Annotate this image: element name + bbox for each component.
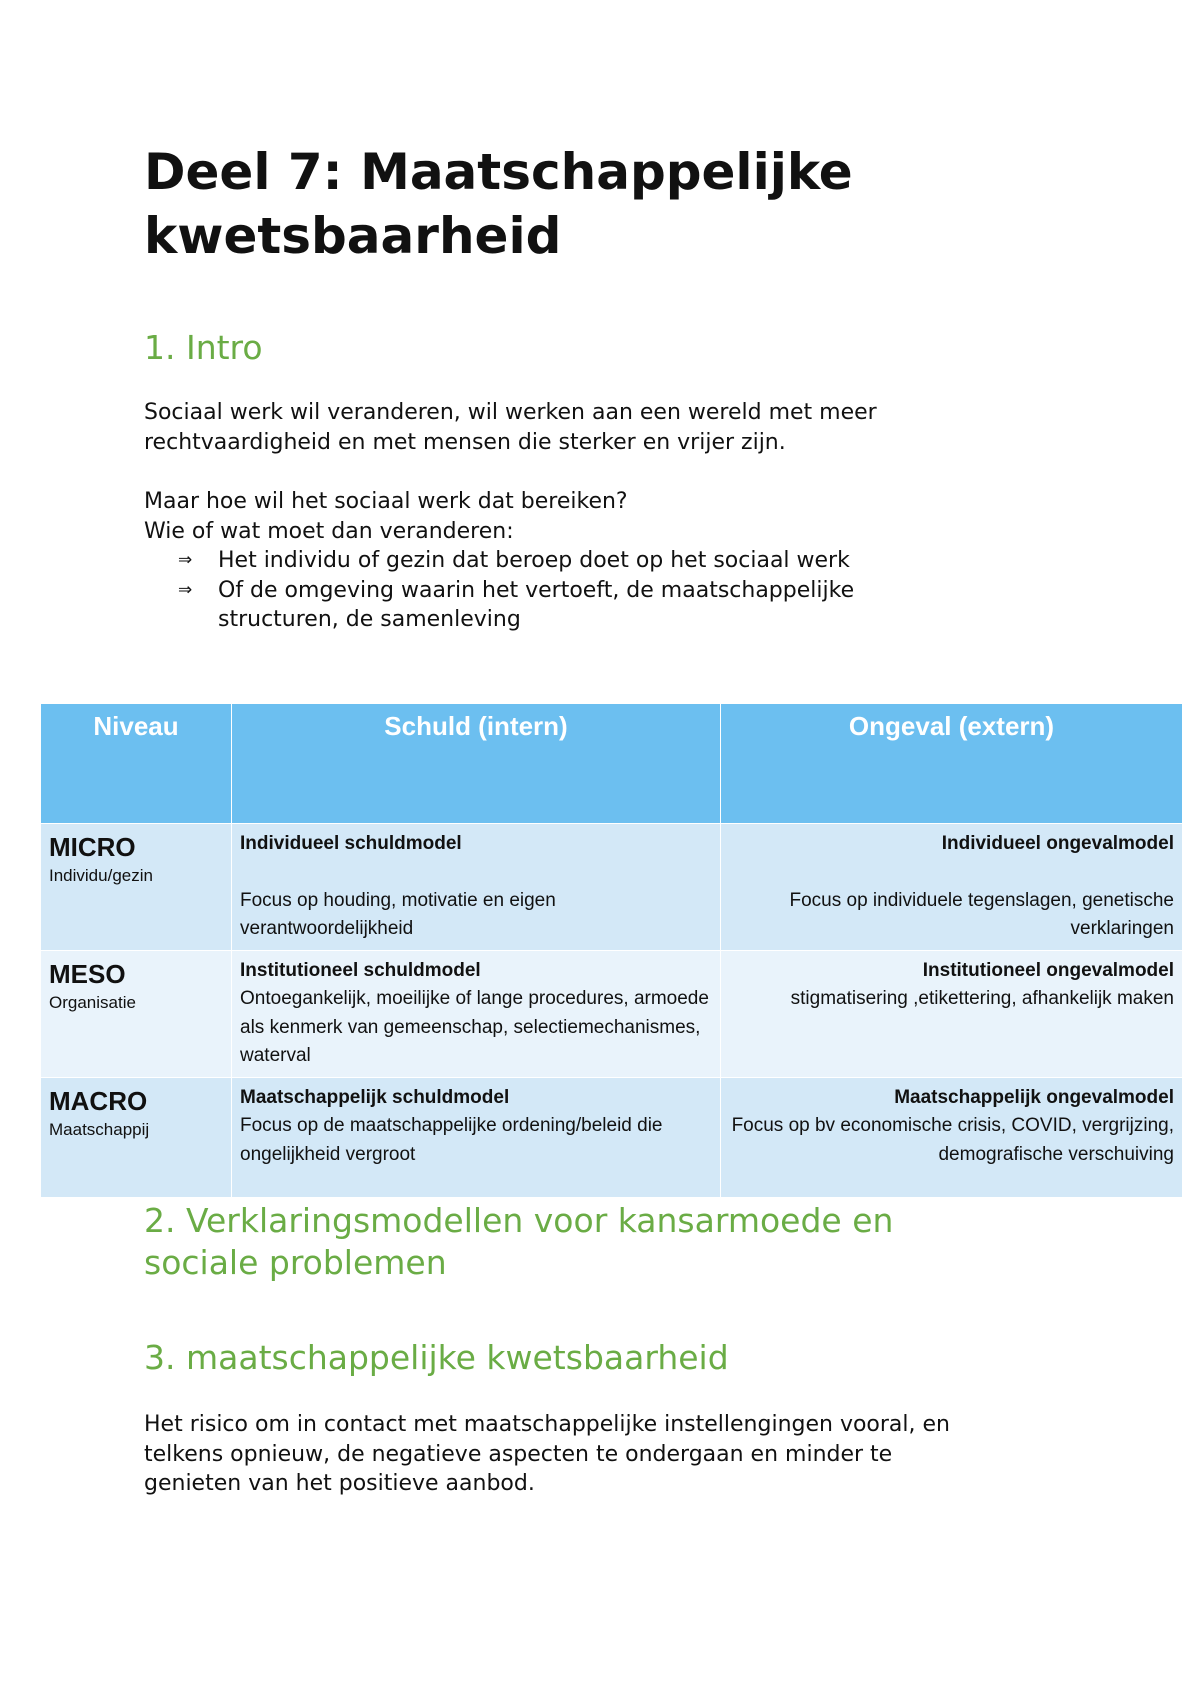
model-title: Institutioneel ongevalmodel bbox=[922, 959, 1174, 981]
level-subtitle: Individu/gezin bbox=[49, 866, 153, 885]
model-description: Focus op de maatschappelijke ordening/beleid die ongelijkheid vergroot bbox=[240, 1115, 663, 1165]
ongeval-cell bbox=[721, 950, 1183, 1077]
model-description: Focus op bv economische crisis, COVID, vergrijzing, demografische verschuiving bbox=[731, 1115, 1174, 1165]
column-header-schuld: Schuld (intern) bbox=[232, 704, 721, 824]
column-header-ongeval: Ongeval (extern) bbox=[721, 704, 1183, 824]
definition-line: telkens opnieuw, de negatieve aspecten te ondergaan en minder te bbox=[144, 1441, 893, 1467]
intro-question bbox=[144, 487, 854, 635]
table-header-row bbox=[41, 704, 1183, 824]
list-item-text: Of de omgeving waarin het vertoeft, de maatschappelijke bbox=[218, 577, 855, 603]
ongeval-cell bbox=[721, 1077, 1183, 1197]
section-heading-intro: 1. Intro bbox=[144, 328, 263, 367]
section-heading-kwetsbaarheid: 3. maatschappelijke kwetsbaarheid bbox=[144, 1338, 729, 1377]
level-cell bbox=[41, 1077, 232, 1197]
page-title: Deel 7: Maatschappelijke kwetsbaarheid bbox=[144, 143, 853, 265]
model-title: Individueel ongevalmodel bbox=[941, 833, 1174, 854]
intro-question-line: Wie of wat moet dan veranderen: bbox=[144, 518, 514, 544]
column-header-niveau: Niveau bbox=[41, 704, 232, 824]
schuld-cell bbox=[232, 950, 721, 1077]
intro-paragraph-line: Sociaal werk wil veranderen, wil werken aan een wereld met meer bbox=[144, 400, 877, 425]
model-description: Focus op individuele tegenslagen, genetische verklaringen bbox=[789, 889, 1174, 939]
model-title: Institutioneel schuldmodel bbox=[240, 959, 481, 981]
section-heading-verklaringsmodellen bbox=[144, 1200, 893, 1284]
double-arrow-right-icon: ⇒ bbox=[178, 579, 193, 600]
definition-line: Het risico om in contact met maatschappelijke instellengingen vooral, en bbox=[144, 1412, 950, 1437]
model-title: Maatschappelijk ongevalmodel bbox=[894, 1086, 1174, 1108]
double-arrow-right-icon: ⇒ bbox=[178, 550, 193, 570]
level-cell bbox=[41, 824, 232, 951]
model-title: Maatschappelijk schuldmodel bbox=[240, 1086, 510, 1108]
heading-line: 2. Verklaringsmodellen voor kansarmoede en bbox=[144, 1201, 894, 1240]
intro-paragraph-line: rechtvaardigheid en met mensen die sterker en vrijer zijn. bbox=[144, 429, 786, 455]
level-name: MESO bbox=[49, 958, 126, 989]
model-title: Individueel schuldmodel bbox=[240, 833, 462, 854]
intro-paragraph bbox=[144, 398, 877, 457]
model-description: stigmatisering ,etikettering, afhankelijk maken bbox=[790, 988, 1174, 1009]
table-row bbox=[41, 824, 1183, 951]
definition-paragraph bbox=[144, 1410, 950, 1499]
table-row bbox=[41, 1077, 1183, 1197]
intro-question-line: Maar hoe wil het sociaal werk dat bereiken? bbox=[144, 489, 628, 514]
models-table bbox=[40, 703, 1183, 1198]
list-item bbox=[144, 546, 854, 576]
change-options-list bbox=[144, 546, 854, 635]
model-description: Focus op houding, motivatie en eigen verantwoordelijkheid bbox=[240, 889, 556, 939]
definition-line: genieten van het positieve aanbod. bbox=[144, 1471, 535, 1496]
level-subtitle: Organisatie bbox=[49, 992, 136, 1012]
list-item bbox=[144, 576, 854, 635]
level-cell bbox=[41, 950, 232, 1077]
level-name: MACRO bbox=[49, 1085, 148, 1116]
table-row bbox=[41, 950, 1183, 1077]
level-name: MICRO bbox=[49, 832, 136, 862]
schuld-cell bbox=[232, 1077, 721, 1197]
list-item-text: structuren, de samenleving bbox=[218, 607, 521, 632]
level-subtitle: Maatschappij bbox=[49, 1119, 150, 1139]
list-item-text: Het individu of gezin dat beroep doet op het sociaal werk bbox=[218, 548, 850, 573]
heading-line: sociale problemen bbox=[144, 1243, 447, 1282]
ongeval-cell bbox=[721, 824, 1183, 951]
model-description: Ontoegankelijk, moeilijke of lange procedures, armoede als kenmerk van gemeenschap, selectiemechanismes, waterval bbox=[240, 988, 709, 1066]
schuld-cell bbox=[232, 824, 721, 951]
